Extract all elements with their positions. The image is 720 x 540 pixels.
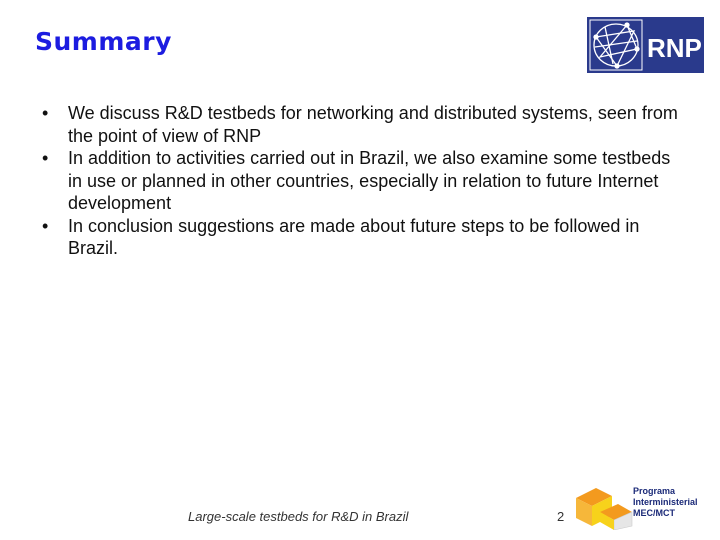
slide-title: Summary [35, 27, 172, 56]
bullet-item [30, 215, 680, 260]
program-logo-icon [572, 482, 634, 530]
program-line: MEC/MCT [633, 508, 675, 518]
rnp-logo [587, 17, 704, 73]
program-logo-text [633, 486, 698, 519]
bullet-item [30, 147, 680, 215]
bullet-text: In conclusion suggestions are made about future steps to be followed in Brazil. [68, 215, 640, 258]
bullet-text: We discuss R&D testbeds for networking and distributed systems, seen from the point of view of RNP [68, 103, 678, 146]
footer-caption: Large-scale testbeds for R&D in Brazil [188, 509, 409, 524]
bullet-list [30, 102, 680, 260]
bullet-item [30, 102, 680, 147]
bullet-marker: • [42, 103, 49, 123]
rnp-logo-text: RNP [647, 33, 702, 63]
bullet-marker: • [42, 215, 49, 236]
bullet-marker: • [42, 148, 49, 168]
program-line: Interministerial [633, 497, 698, 507]
bullet-text: In addition to activities carried out in Brazil, we also examine some testbeds in use or planned in other countries, especially in relation to future Internet development [68, 148, 671, 213]
program-line: Programa [633, 486, 676, 496]
page-number: 2 [557, 509, 565, 524]
